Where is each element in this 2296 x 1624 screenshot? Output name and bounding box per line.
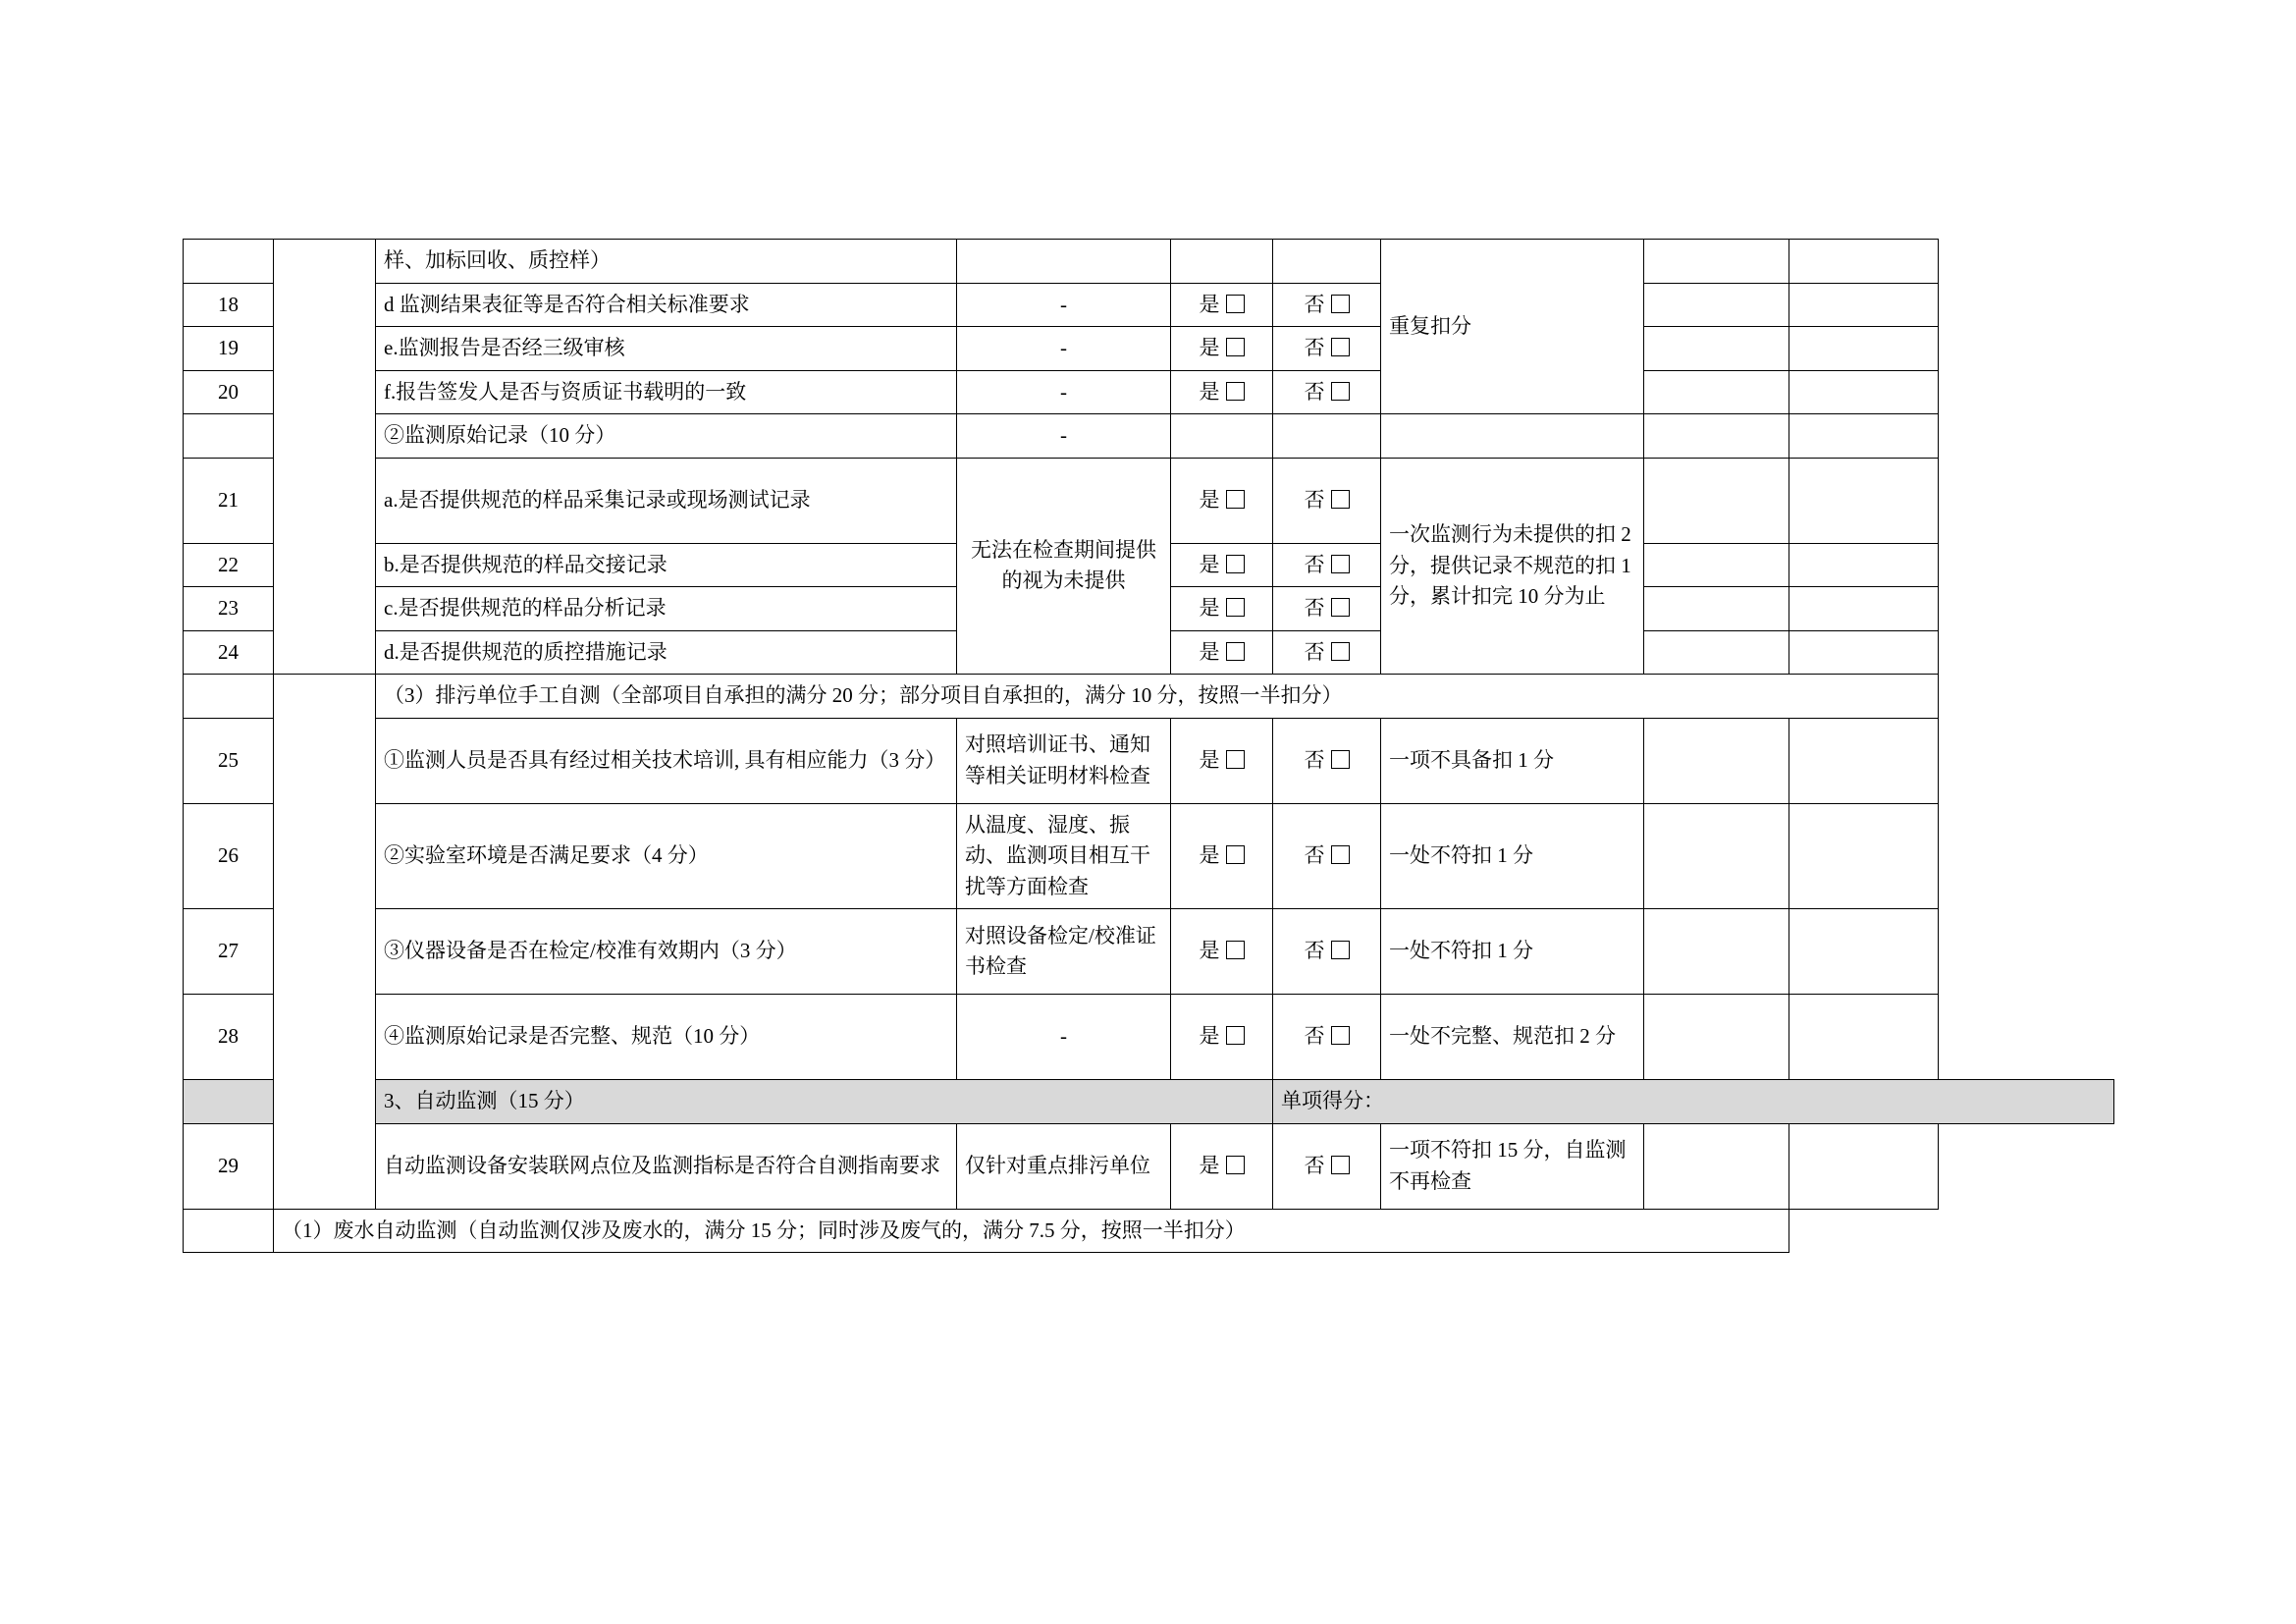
row-blank-2[interactable] (1789, 587, 1939, 631)
row-number (184, 675, 274, 719)
row-number: 24 (184, 630, 274, 675)
table-row (184, 458, 2114, 543)
checkbox-icon[interactable] (1226, 845, 1245, 864)
row-method: - (957, 370, 1171, 414)
band-text: （1）废水自动监测（自动监测仅涉及废水的，满分 15 分；同时涉及废气的，满分 7.5 分，按照一半扣分） (274, 1209, 1789, 1253)
checkbox-icon[interactable] (1331, 642, 1350, 661)
checkbox-icon[interactable] (1226, 750, 1245, 769)
row-yes (1171, 240, 1273, 284)
table-row (184, 995, 2114, 1080)
row-blank-1[interactable] (1644, 1123, 1789, 1209)
row-yes-checkbox[interactable]: 是 (1171, 995, 1273, 1080)
checkbox-icon[interactable] (1331, 750, 1350, 769)
row-item: ④监测原始记录是否完整、规范（10 分） (376, 995, 957, 1080)
row-no-checkbox[interactable]: 否 (1273, 995, 1381, 1080)
row-no-checkbox[interactable]: 否 (1273, 283, 1381, 327)
row-item: c.是否提供规范的样品分析记录 (376, 587, 957, 631)
table-row (184, 240, 2114, 284)
checkbox-icon[interactable] (1331, 382, 1350, 401)
row-number: 25 (184, 718, 274, 803)
checkbox-icon[interactable] (1226, 598, 1245, 617)
band-text: （3）排污单位手工自测（全部项目自承担的满分 20 分；部分项目自承担的，满分 10 分，按照一半扣分） (376, 675, 1939, 719)
row-number: 28 (184, 995, 274, 1080)
row-item: ①监测人员是否具有经过相关技术培训, 具有相应能力（3 分） (376, 718, 957, 803)
row-yes-checkbox[interactable]: 是 (1171, 630, 1273, 675)
row-number (184, 414, 274, 459)
row-blank-1[interactable] (1644, 327, 1789, 371)
row-item: d 监测结果表征等是否符合相关标准要求 (376, 283, 957, 327)
row-score: 一项不符扣 15 分，自监测不再检查 (1381, 1123, 1644, 1209)
checkbox-icon[interactable] (1226, 338, 1245, 356)
row-number: 19 (184, 327, 274, 371)
row-method: - (957, 995, 1171, 1080)
row-yes-checkbox[interactable]: 是 (1171, 1123, 1273, 1209)
checkbox-icon[interactable] (1331, 845, 1350, 864)
table-row (184, 1123, 2114, 1209)
row-blank-1[interactable] (1644, 283, 1789, 327)
row-blank-2[interactable] (1789, 803, 1939, 909)
row-blank-1[interactable] (1644, 909, 1789, 995)
row-no (1273, 414, 1381, 459)
checkbox-icon[interactable] (1226, 1156, 1245, 1174)
row-no-checkbox[interactable]: 否 (1273, 327, 1381, 371)
row-method: 仅针对重点排污单位 (957, 1123, 1171, 1209)
row-item: ③仪器设备是否在检定/校准有效期内（3 分） (376, 909, 957, 995)
row-number: 22 (184, 543, 274, 587)
row-yes-checkbox[interactable]: 是 (1171, 803, 1273, 909)
row-item: d.是否提供规范的质控措施记录 (376, 630, 957, 675)
row-score: 一处不符扣 1 分 (1381, 909, 1644, 995)
row-no-checkbox[interactable]: 否 (1273, 718, 1381, 803)
row-number (184, 1080, 274, 1124)
row-blank-2[interactable] (1789, 909, 1939, 995)
row-blank-2[interactable] (1789, 414, 1939, 459)
row-no-checkbox[interactable]: 否 (1273, 803, 1381, 909)
row-method (957, 240, 1171, 284)
row-item: f.报告签发人是否与资质证书载明的一致 (376, 370, 957, 414)
row-blank-2[interactable] (1789, 1123, 1939, 1209)
row-blank-1[interactable] (1644, 240, 1789, 284)
row-yes-checkbox[interactable]: 是 (1171, 327, 1273, 371)
row-yes-checkbox[interactable]: 是 (1171, 370, 1273, 414)
row-number (184, 1209, 274, 1253)
row-number: 26 (184, 803, 274, 909)
row-item: 自动监测设备安装联网点位及监测指标是否符合自测指南要求 (376, 1123, 957, 1209)
row-blank-2[interactable] (1789, 283, 1939, 327)
row-yes-checkbox[interactable]: 是 (1171, 587, 1273, 631)
checkbox-icon[interactable] (1226, 1026, 1245, 1045)
row-blank-1[interactable] (1644, 543, 1789, 587)
checkbox-icon[interactable] (1226, 642, 1245, 661)
checkbox-icon[interactable] (1226, 555, 1245, 573)
row-blank-2[interactable] (1789, 370, 1939, 414)
row-blank-2[interactable] (1789, 458, 1939, 543)
row-score: 一处不完整、规范扣 2 分 (1381, 995, 1644, 1080)
row-no-checkbox[interactable]: 否 (1273, 909, 1381, 995)
checkbox-icon[interactable] (1331, 1156, 1350, 1174)
row-number (184, 240, 274, 284)
row-blank-2[interactable] (1789, 995, 1939, 1080)
checkbox-icon[interactable] (1226, 382, 1245, 401)
category-cell (274, 675, 376, 1210)
row-blank-1[interactable] (1644, 370, 1789, 414)
table-band-row (184, 1209, 2114, 1253)
table-row (184, 414, 2114, 459)
row-blank-2[interactable] (1789, 327, 1939, 371)
table-section-row (184, 1080, 2114, 1124)
row-no-checkbox[interactable]: 否 (1273, 458, 1381, 543)
row-item: b.是否提供规范的样品交接记录 (376, 543, 957, 587)
row-blank-1[interactable] (1644, 718, 1789, 803)
row-blank-2[interactable] (1789, 543, 1939, 587)
row-no-checkbox[interactable]: 否 (1273, 543, 1381, 587)
checkbox-icon[interactable] (1226, 295, 1245, 313)
checkbox-icon[interactable] (1331, 1026, 1350, 1045)
row-blank-1[interactable] (1644, 414, 1789, 459)
row-yes-checkbox[interactable]: 是 (1171, 283, 1273, 327)
checkbox-icon[interactable] (1331, 338, 1350, 356)
row-method: 无法在检查期间提供的视为未提供 (957, 458, 1171, 675)
row-item: e.监测报告是否经三级审核 (376, 327, 957, 371)
row-yes (1171, 414, 1273, 459)
row-method: 对照培训证书、通知等相关证明材料检查 (957, 718, 1171, 803)
row-item: ②监测原始记录（10 分） (376, 414, 957, 459)
row-method: - (957, 414, 1171, 459)
table-row (184, 909, 2114, 995)
row-yes-checkbox[interactable]: 是 (1171, 909, 1273, 995)
table-row (184, 283, 2114, 327)
row-yes-checkbox[interactable]: 是 (1171, 458, 1273, 543)
row-method: 对照设备检定/校准证书检查 (957, 909, 1171, 995)
row-score: 一处不符扣 1 分 (1381, 803, 1644, 909)
checkbox-icon[interactable] (1226, 941, 1245, 959)
row-method: - (957, 283, 1171, 327)
row-no-checkbox[interactable]: 否 (1273, 370, 1381, 414)
row-item: ②实验室环境是否满足要求（4 分） (376, 803, 957, 909)
table-row (184, 718, 2114, 803)
row-blank-1[interactable] (1644, 458, 1789, 543)
table-row (184, 327, 2114, 371)
row-number: 27 (184, 909, 274, 995)
row-score (1381, 414, 1644, 459)
checkbox-icon[interactable] (1331, 490, 1350, 509)
row-no-checkbox[interactable]: 否 (1273, 630, 1381, 675)
section-score-label: 单项得分： (1273, 1080, 2114, 1124)
row-yes-checkbox[interactable]: 是 (1171, 718, 1273, 803)
inspection-table-wrapper (183, 239, 2114, 1253)
inspection-checklist-table (183, 239, 2114, 1253)
row-number: 29 (184, 1123, 274, 1209)
row-blank-2[interactable] (1789, 630, 1939, 675)
table-band-row (184, 675, 2114, 719)
row-no (1273, 240, 1381, 284)
row-score: 一次监测行为未提供的扣 2 分，提供记录不规范的扣 1 分，累计扣完 10 分为止 (1381, 458, 1644, 675)
checkbox-icon[interactable] (1331, 295, 1350, 313)
section-title: 3、自动监测（15 分） (376, 1080, 1273, 1124)
table-row (184, 370, 2114, 414)
row-number: 21 (184, 458, 274, 543)
checkbox-icon[interactable] (1331, 555, 1350, 573)
row-no-checkbox[interactable]: 否 (1273, 1123, 1381, 1209)
checkbox-icon[interactable] (1226, 490, 1245, 509)
row-blank-1[interactable] (1644, 803, 1789, 909)
row-blank-2[interactable] (1789, 718, 1939, 803)
row-blank-1[interactable] (1644, 587, 1789, 631)
row-score: 一项不具备扣 1 分 (1381, 718, 1644, 803)
row-number: 20 (184, 370, 274, 414)
row-method: 从温度、湿度、振动、监测项目相互干扰等方面检查 (957, 803, 1171, 909)
row-method: - (957, 327, 1171, 371)
row-item: a.是否提供规范的样品采集记录或现场测试记录 (376, 458, 957, 543)
checkbox-icon[interactable] (1331, 941, 1350, 959)
row-score: 重复扣分 (1381, 240, 1644, 414)
row-item: 样、加标回收、质控样） (376, 240, 957, 284)
checkbox-icon[interactable] (1331, 598, 1350, 617)
row-blank-1[interactable] (1644, 630, 1789, 675)
row-blank-2[interactable] (1789, 240, 1939, 284)
table-row (184, 803, 2114, 909)
row-number: 23 (184, 587, 274, 631)
row-no-checkbox[interactable]: 否 (1273, 587, 1381, 631)
category-cell (274, 240, 376, 675)
row-yes-checkbox[interactable]: 是 (1171, 543, 1273, 587)
row-blank-1[interactable] (1644, 995, 1789, 1080)
row-number: 18 (184, 283, 274, 327)
